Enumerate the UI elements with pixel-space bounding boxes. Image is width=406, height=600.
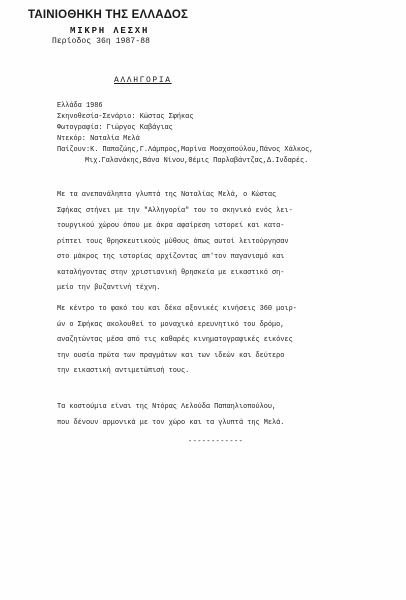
paragraph-line: τουργικού χώρου όπου με άκρα αφαίρεση ιστορεί και κατα- [57, 222, 285, 230]
letterhead-subtitle: ΜΙΚΡΗ ΛΕΣΧΗ [70, 26, 150, 36]
paragraph-line: καταλήγοντας στην χριστιανική θρησκεία με εικαστικό ση- [57, 268, 285, 277]
paragraph-line: Με κέντρο το φακό του και δέκα αξονικές κινήσεις 360 μοιρ- [57, 305, 297, 313]
body-paragraph-3 [57, 400, 369, 431]
credit-set-design: Ντεκόρ: Ναταλία Μελά [57, 135, 140, 143]
body-paragraph-2 [57, 302, 369, 380]
paragraph-line: ρίπτει τους θρησκευτικούς μύθους όπως αυτοί λειτούργησαν [57, 237, 289, 246]
paragraph-line: μείο την βυζαντινή τέχνη. [57, 284, 161, 292]
organization-name: ΤΑΙΝΙΟΘΗΚΗ ΤΗΣ ΕΛΛΑΔΟΣ [28, 9, 189, 21]
credit-photography: Φωτογραφία: Γιώργος Καβάγιας [57, 124, 173, 132]
credit-direction-screenplay: Σκηνοθεσία-Σενάριο: Κώστας Σφήκας [57, 113, 194, 121]
dashed-separator: ------------ [188, 438, 244, 446]
paragraph-line: Σφήκας στήνει με την "Αλληγορία" του το σκηνικό ενός λει- [57, 206, 293, 215]
paragraph-line: την εικαστική αντιμετώπισή τους. [57, 367, 190, 375]
credit-country-year: Ελλάδα 1986 [57, 102, 103, 110]
paragraph-line: που δένουν αρμονικά με τον χώρο και τα γλυπτά της Μελά. [57, 418, 285, 427]
paragraph-line: την ουσία πρώτα των πραγμάτων και των ιδεών και δεύτερο [57, 351, 285, 360]
film-title: ΑΛΛΗΓΟΡΙΑ [114, 76, 172, 85]
paragraph-line: στο μάκρος της ιστορίας αρχίζοντας απ'τον παγανισμό και [57, 253, 285, 261]
credit-cast-continued: Μιχ.Γαλανάκης,Βάνα Νίνου,Θέμις Παρλαβάντζας,Δ.Ινδαρές. [85, 157, 309, 165]
paragraph-line: αναζητώντας μέσα από τις καθαρές κινηματογραφικές εικόνες [57, 336, 293, 344]
paragraph-line: ών ο Σφήκας ακολουθεί το μοναχικό ερευνητικό του δρόμο, [57, 320, 285, 329]
paragraph-line: Με τα ανεπανάληπτα γλυπτά της Ναταλίας Μελά, ο Κώστας [57, 191, 277, 199]
credit-cast: Παίζουν:Κ. Παπαζώης,Γ.Λάμπρος,Μαρίνα Μοσχοπούλου,Πάνος Χάλκος, [57, 146, 314, 154]
paragraph-line: Τα κοστούμια είναι της Ντόρας Λελούδα Παπαηλιοπούλου, [57, 403, 277, 411]
body-paragraph-1 [57, 188, 369, 297]
season-period: Περίοδος 36η 1987-88 [52, 37, 151, 46]
credits-block [57, 101, 313, 167]
